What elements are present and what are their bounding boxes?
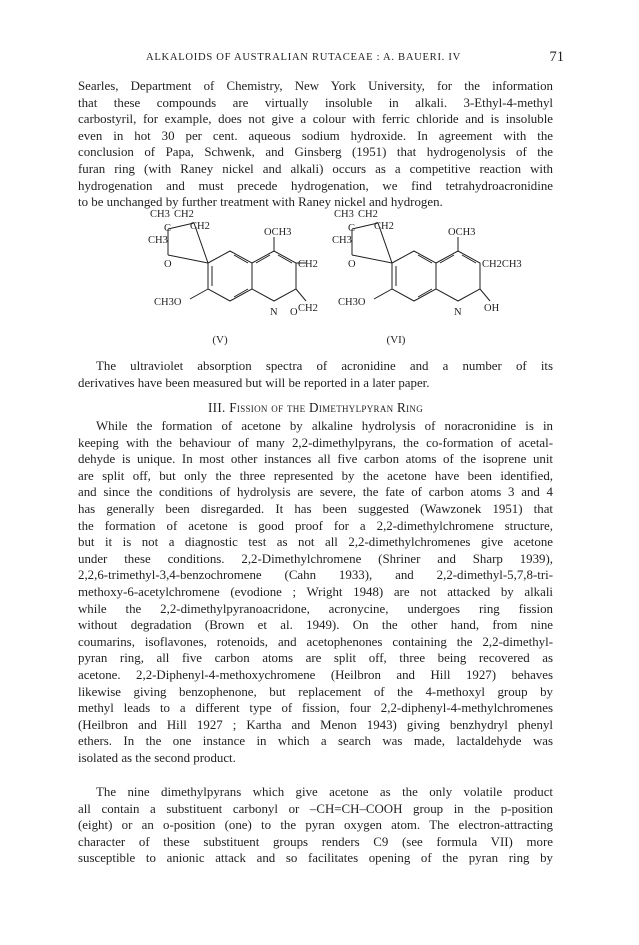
label-o-furan: O — [290, 307, 298, 318]
label-ch2-right: CH2 — [298, 259, 318, 270]
text-line: without degradation (Brown et al. 1949). On the other hand, from nine — [78, 618, 553, 633]
label-o-ring: O — [164, 259, 172, 270]
paragraph-continuation — [78, 78, 553, 211]
structure-v — [148, 209, 318, 335]
label-ch3-side: CH3 — [148, 235, 168, 246]
structure-label-v: (V) — [212, 334, 228, 346]
label-och3: OCH3 — [448, 227, 476, 238]
page-number: 71 — [549, 49, 564, 65]
text-line: derivatives have been measured but will be reported in a later paper. — [78, 375, 430, 390]
text-line: isolated as the second product. — [78, 750, 236, 765]
label-ch2-ring: CH2 — [374, 221, 394, 232]
text-line: Searles, Department of Chemistry, New York University, for the information — [78, 79, 553, 93]
text-line: susceptible to anionic attack and so facilitates opening of the pyran ring by — [78, 851, 553, 866]
label-ch2-ring: CH2 — [190, 221, 210, 232]
text-line: methoxy-6-acetylchromene (evodione ; Wright 1948) are not attacked by alkali — [78, 584, 553, 599]
text-line: hydrogenation and must precede hydrogenation, we find tetrahydroacronidine — [78, 178, 553, 193]
text-line: The nine dimethylpyrans which give acetone as the only volatile product — [96, 785, 553, 799]
text-line: all contain a substituent carbonyl or –CH=CH–COOH group in the p-position — [78, 801, 553, 816]
text-line: pyran ring, all five carbon atoms are split off, three being recovered as — [78, 651, 553, 666]
paragraph-fission — [78, 418, 553, 766]
text-line: 2,2,6-trimethyl-3,4-benzochromene (Cahn 1933), and 2,2-dimethyl-5,7,8-tri- — [78, 568, 553, 583]
structure-label-vi: (VI) — [386, 334, 406, 346]
label-c: C — [348, 223, 356, 234]
text-line: that these compounds are virtually insoluble in alkali. 3-Ethyl-4-methyl — [78, 95, 553, 110]
label-n: N — [454, 307, 462, 318]
text-line: has generally been disregarded. It has been suggested (Wawzonek 1951) that — [78, 501, 553, 516]
label-ch2-top: CH2 — [174, 209, 194, 220]
text-line: The ultraviolet absorption spectra of acronidine and a number of its — [96, 359, 553, 373]
text-line: (eight) or an o-position (one) to the pyran oxygen atom. The electron-attracting — [78, 818, 553, 833]
text-line: dehyde is unique. In most other instances all five carbon atoms of the isoprene unit — [78, 452, 553, 467]
label-ch3-side: CH3 — [332, 235, 352, 246]
label-ch3o: CH3O — [154, 297, 182, 308]
label-n: N — [270, 307, 278, 318]
text-line: the formation of acetone is good proof for a 2,2-dimethylchromene structure, — [78, 518, 553, 533]
text-line: under these conditions. 2,2-Dimethylchromene (Shriner and Sharp 1939), — [78, 551, 553, 566]
text-line: likewise giving benzophenone, but replacement of the 4-methoxyl group by — [78, 684, 553, 699]
text-line: furan ring (with Raney nickel and alkali) occurs as a competitive reaction with — [78, 161, 553, 176]
text-line: acetone. 2,2-Diphenyl-4-methoxychromene (Heilbron and Hill 1927) behaves — [78, 667, 553, 682]
text-line: coumarins, isoflavones, rotenoids, and acetophenones containing the 2,2-dimethyl- — [78, 634, 553, 649]
text-line: while the 2,2-dimethylpyranoacridone, acronycine, undergoes ring fission — [78, 601, 553, 616]
text-line: ethers. In the one instance in which a search was made, lactaldehyde was — [78, 734, 553, 749]
text-line: methyl leads to a different type of fission, four 2,2-diphenyl-4-methylchromenes — [78, 701, 553, 716]
label-ch2ch3: CH2CH3 — [482, 259, 522, 270]
structure-vi — [332, 209, 522, 335]
text-line: carbostyril, for example, does not give a colour with ferric chloride and is insoluble — [78, 112, 553, 127]
label-ch3-top: CH3 — [334, 209, 354, 220]
text-line: and since the conditions of hydrolysis are severe, the fate of carbon atoms 3 and 4 — [78, 485, 553, 500]
label-ch3o: CH3O — [338, 297, 366, 308]
label-oh: OH — [484, 303, 500, 314]
section-title: Fission of the Dimethylpyran Ring — [229, 400, 424, 415]
label-ch2-bottom: CH2 — [298, 303, 318, 314]
label-och3: OCH3 — [264, 227, 292, 238]
text-line: but it is not a diagnostic test as not all 2,2-dimethylchromenes give acetone — [78, 535, 553, 550]
text-line: (Heilbron and Hill 1927 ; Kartha and Menon 1943) giving benzhydryl phenyl — [78, 717, 553, 732]
section-number: III. — [207, 400, 226, 415]
running-header — [78, 50, 564, 70]
text-line: character of these substituent groups renders C9 (see formula VII) more — [78, 834, 553, 849]
text-line: keeping with the behaviour of many 2,2-dimethylpyrans, the co-formation of acetal- — [78, 435, 553, 450]
paragraph-uv-spectra — [78, 358, 553, 391]
label-o-ring: O — [348, 259, 356, 270]
label-ch2-top: CH2 — [358, 209, 378, 220]
paragraph-dimethylpyrans — [78, 784, 553, 867]
section-heading — [78, 400, 553, 416]
text-line: While the formation of acetone by alkaline hydrolysis of noracronidine is in — [96, 419, 553, 433]
text-line: to be unchanged by further treatment with Raney nickel and hydrogen. — [78, 195, 443, 210]
label-c: C — [164, 223, 172, 234]
running-title: ALKALOIDS OF AUSTRALIAN RUTACEAE : A. BAUERI. IV — [146, 52, 461, 63]
text-line: even in hot 30 per cent. aqueous sodium hydroxide. In agreement with the — [78, 128, 553, 143]
label-ch3-top: CH3 — [150, 209, 170, 220]
text-line: are split off, but only the three represented by the acetone have been identified, — [78, 468, 553, 483]
text-line: conclusion of Papa, Schwenk, and Ginsberg (1951) that hydrogenolysis of the — [78, 145, 553, 160]
